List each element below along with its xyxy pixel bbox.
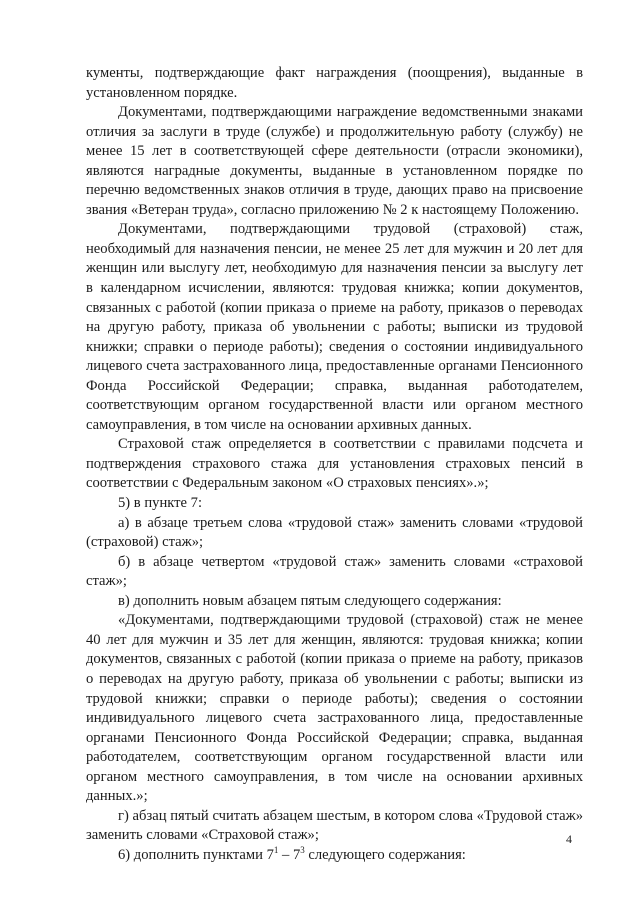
- paragraph-11-dash: – 7: [278, 846, 301, 863]
- superscript-1: 1: [273, 845, 279, 856]
- paragraph-4: Страховой стаж определяется в соответствии с правилами подсчета и подтверждения страхового стажа для установления страховых пенсий в соответствии с Федеральным законом «О страховых пенсиях».»;: [86, 436, 583, 492]
- page-number: 4: [566, 832, 572, 846]
- superscript-3: 3: [300, 845, 305, 856]
- paragraph-3: Документами, подтверждающими трудовой (страховой) стаж, необходимый для назначения пенсии, не менее 25 лет для мужчин и 20 лет для женщин или выслугу лет, необходимую для назначения пенсии за выслугу лет в календарном исчислении, являются: трудовая книжка; копии документов, связанных с работой (копии приказа о приеме на работу, приказов о переводах на другую работу, приказа об увольнении с работы; выписки из трудовой книжки; справки о периоде работы); сведения о состоянии индивидуального лицевого счета застрахованного лица, предоставленные органами Пенсионного Фонда Российской Федерации; справка, выданная работодателем, соответствующим органом государственной власти или органом местного самоуправления, в том числе на основании архивных данных.: [86, 221, 583, 433]
- paragraph-11-prefix: 6) дополнить пунктами 7: [118, 846, 274, 863]
- document-body: [86, 64, 583, 865]
- paragraph-6: а) в абзаце третьем слова «трудовой стаж» заменить словами «трудовой (страховой) стаж»;: [86, 514, 583, 551]
- paragraph-8: в) дополнить новым абзацем пятым следующего содержания:: [118, 592, 502, 609]
- paragraph-2: Документами, подтверждающими награждение ведомственными знаками отличия за заслуги в труде (службе) и продолжительную работу (службу) не менее 15 лет в соответствующей сфере деятельности (отрасли экономики), являются наградные документы, выданные в установленном порядке по перечню ведомственных знаков отличия в труде, дающих право на присвоение звания «Ветеран труда», согласно приложению № 2 к настоящему Положению.: [86, 104, 583, 218]
- paragraph-9: «Документами, подтверждающими трудовой (страховой) стаж не менее 40 лет для мужчин и 35 лет для женщин, являются: трудовая книжка; копии документов, связанных с работой (копии приказа о приеме на работу, приказов о переводах на другую работу, приказа об увольнении с работы; выписки из трудовой книжки; справки о периоде работы); сведения о состоянии индивидуального лицевого счета застрахованного лица, предоставленные органами Пенсионного Фонда Российской Федерации; справка, выданная работодателем, соответствующим органом государственной власти или органом местного самоуправления, в том числе на основании архивных данных.»;: [86, 612, 583, 805]
- paragraph-11-suffix: следующего содержания:: [304, 846, 466, 863]
- paragraph-1: кументы, подтверждающие факт награждения (поощрения), выданные в установленном порядке.: [86, 65, 583, 101]
- paragraph-5: 5) в пункте 7:: [118, 495, 203, 512]
- paragraph-10: г) абзац пятый считать абзацем шестым, в котором слова «Трудовой стаж» заменить словами «Страховой стаж»;: [86, 807, 583, 844]
- paragraph-11: [86, 846, 583, 866]
- paragraph-7: б) в абзаце четвертом «трудовой стаж» заменить словами «страховой стаж»;: [86, 553, 583, 590]
